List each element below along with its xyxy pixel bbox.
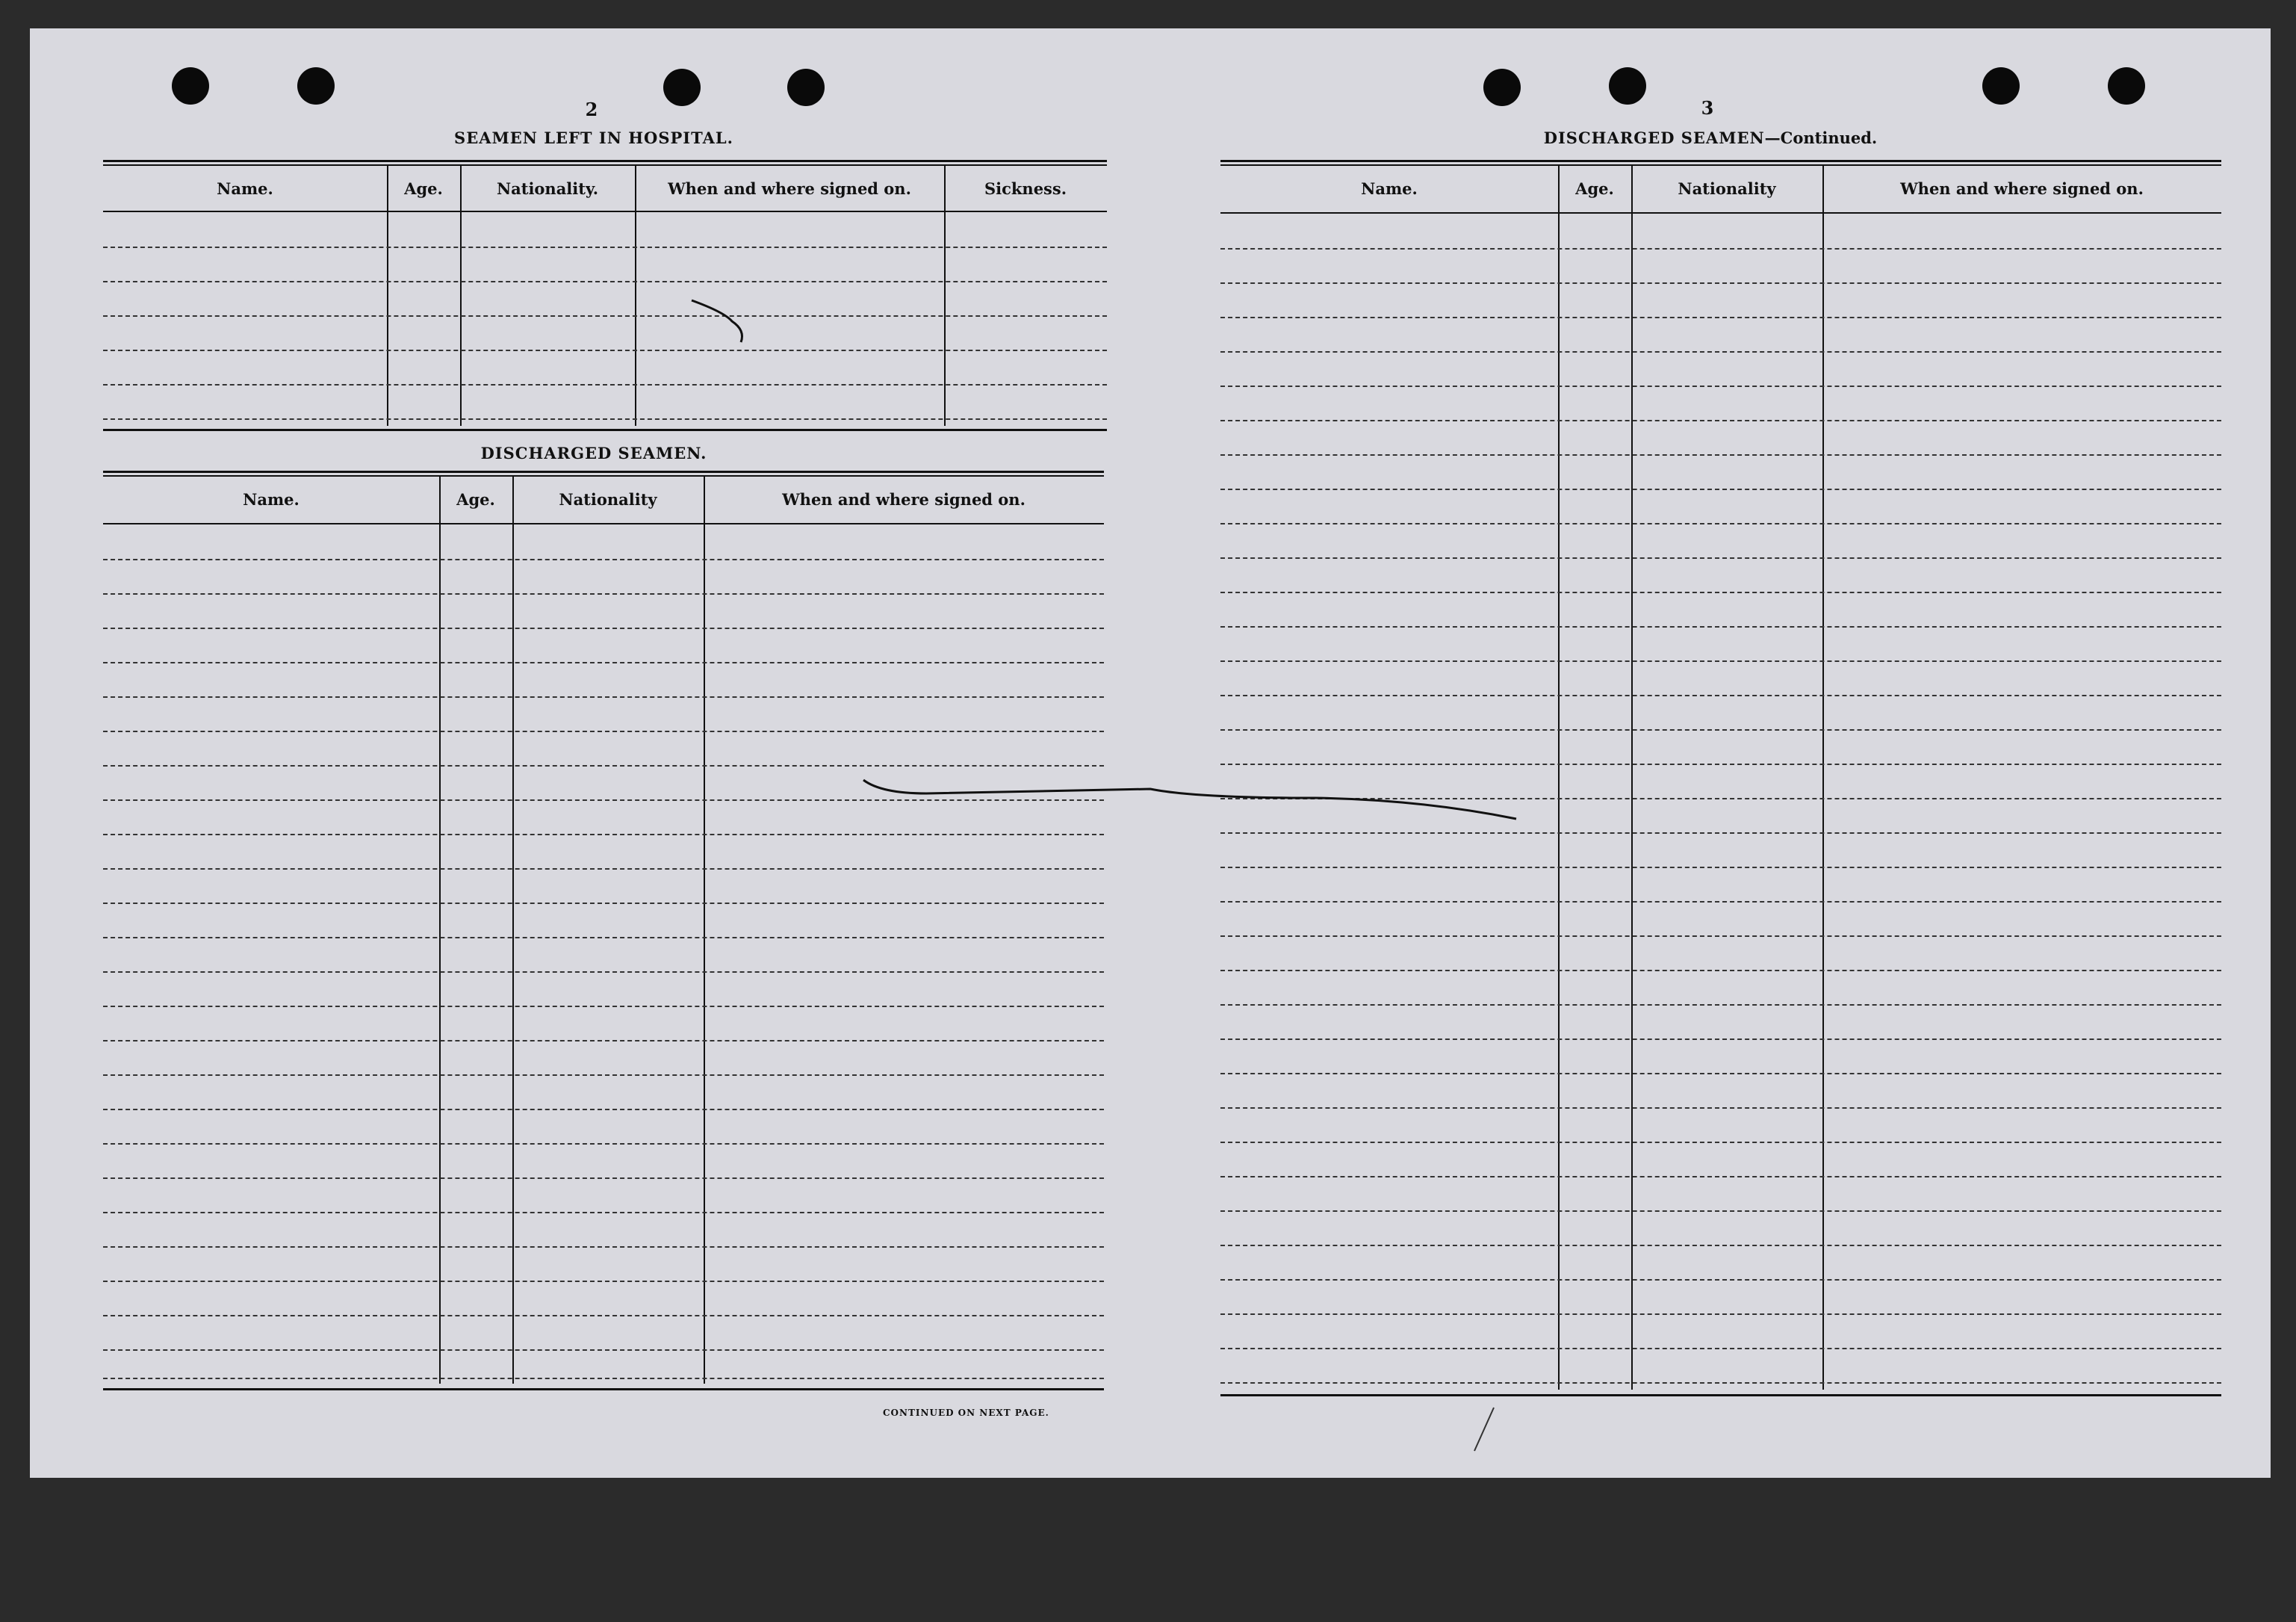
col-nationality: Nationality xyxy=(559,490,657,509)
col-age: Age. xyxy=(1575,179,1614,198)
discharged-title-suffix: —Continued. xyxy=(1764,129,1878,147)
col-name: Name. xyxy=(217,179,273,198)
col-nationality: Nationality xyxy=(1678,179,1776,198)
ledger-sheet xyxy=(30,28,2271,1478)
col-age: Age. xyxy=(456,490,495,509)
col-age: Age. xyxy=(404,179,443,198)
col-signed-on: When and where signed on. xyxy=(668,179,911,198)
page-number-right: 3 xyxy=(1701,97,1714,119)
col-signed-on: When and where signed on. xyxy=(1900,179,2144,198)
discharged-section-title: DISCHARGED SEAMEN. xyxy=(480,444,707,462)
hospital-section-title: SEAMEN LEFT IN HOSPITAL. xyxy=(454,129,733,147)
continued-note: CONTINUED ON NEXT PAGE. xyxy=(883,1408,1049,1418)
discharged-title-main: DISCHARGED SEAMEN xyxy=(1543,129,1765,147)
col-name: Name. xyxy=(243,490,300,509)
col-name: Name. xyxy=(1361,179,1418,198)
page-number-left: 2 xyxy=(585,99,598,120)
col-nationality: Nationality. xyxy=(496,179,599,198)
col-sickness: Sickness. xyxy=(984,179,1067,198)
pen-marks xyxy=(30,28,2271,1478)
col-signed-on: When and where signed on. xyxy=(782,490,1026,509)
